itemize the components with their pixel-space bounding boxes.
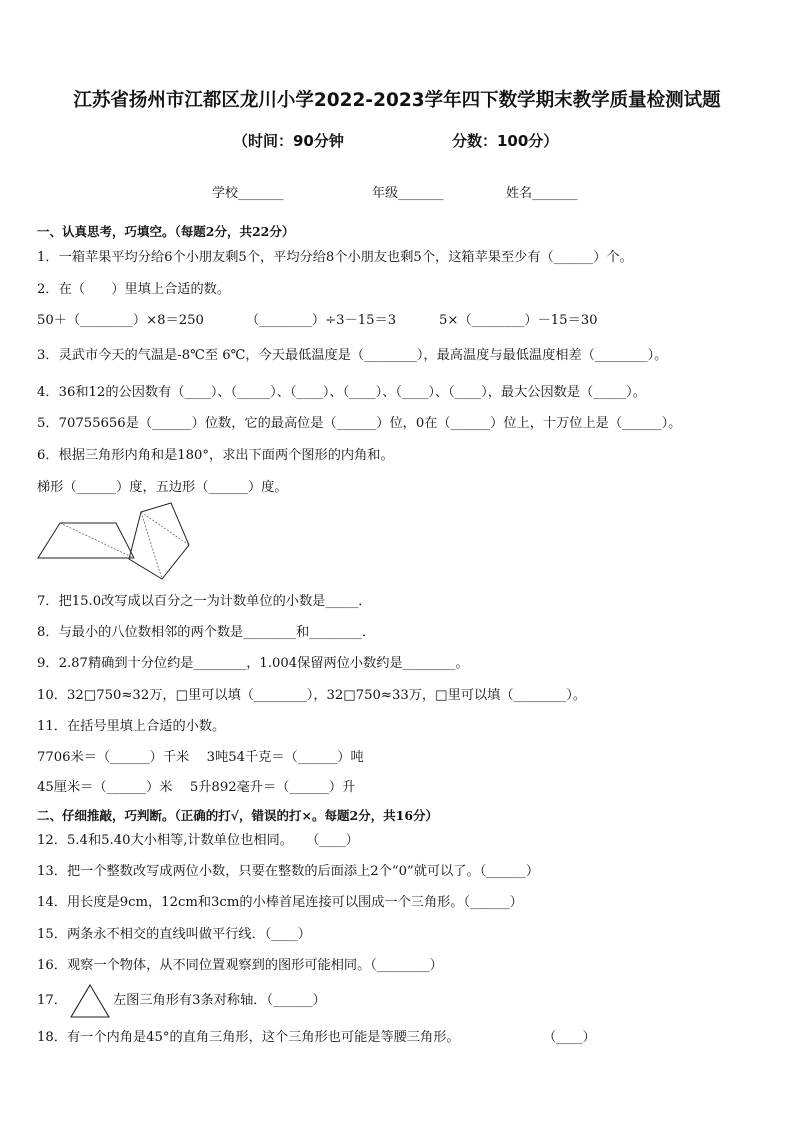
question-8: 8．与最小的八位数相邻的两个数是________和________． — [37, 625, 376, 640]
exam-score: 分数：100分） — [452, 132, 559, 150]
question-4: 4．36和12的公因数有（____）、（_____）、（____）、（____）、（____）、（____），最大公因数是（_____）。 — [37, 385, 646, 400]
question-10: 10．32□750≈32万，□里可以填（________），32□750≈33万，□里可以填（________）。 — [37, 688, 587, 703]
question-3: 3．灵武市今天的气温是-8℃至 6℃，今天最低温度是（________），最高温度与最低温度相差（________）。 — [37, 348, 668, 363]
question-17-number: 17． — [37, 993, 67, 1008]
question-2-part-c: 5×（________）－15＝30 — [439, 313, 598, 328]
grade-field[interactable]: 年级_______ — [372, 186, 444, 201]
question-17: 左图三角形有3条对称轴．（______） — [113, 993, 326, 1008]
question-2-part-a: 50＋（________）×8＝250 — [37, 313, 204, 328]
exam-time: （时间：90分钟 — [233, 132, 344, 150]
question-11-row-2: 45厘米＝（______）米 5升892毫升＝（______）升 — [37, 780, 356, 795]
question-1: 1．一箱苹果平均分给6个小朋友剩5个，平均分给8个小朋友也剩5个，这箱苹果至少有（______）个。 — [37, 250, 633, 265]
question-2: 2．在（ ）里填上合适的数。 — [37, 282, 231, 297]
section-2-heading: 二、仔细推敲，巧判断。（正确的打√，错误的打×。每题2分，共16分） — [37, 808, 439, 823]
question-16: 16．观察一个物体，从不同位置观察到的图形可能相同。（________） — [37, 958, 443, 973]
page-title: 江苏省扬州市江都区龙川小学2022-2023学年四下数学期末教学质量检测试题 — [73, 90, 721, 111]
question-7: 7．把15.0改写成以百分之一为计数单位的小数是_____． — [37, 594, 372, 609]
triangle-figure — [69, 983, 111, 1019]
name-field[interactable]: 姓名_______ — [506, 186, 578, 201]
trapezoid-figure — [36, 520, 136, 570]
question-18: 18．有一个内角是45°的直角三角形，这个三角形也可能是等腰三角形。 — [37, 1030, 460, 1045]
question-15: 15．两条永不相交的直线叫做平行线．（____） — [37, 927, 311, 942]
question-6-answer-line: 梯形（______）度，五边形（______）度。 — [37, 480, 288, 495]
pentagon-figure — [125, 501, 191, 581]
question-5: 5．70755656是（______）位数，它的最高位是（______）位，0在（______）位上，十万位上是（______）。 — [37, 416, 682, 431]
question-2-part-b: （________）÷3－15＝3 — [246, 313, 397, 328]
question-11-row-1: 7706米＝（______）千米 3吨54千克＝（______）吨 — [37, 750, 364, 765]
question-6: 6．根据三角形内角和是180°，求出下面两个图形的内角和。 — [37, 448, 394, 463]
school-field[interactable]: 学校_______ — [212, 186, 284, 201]
question-9: 9．2.87精确到十分位约是________，1.004保留两位小数约是________。 — [37, 656, 469, 671]
question-18-blank: （____） — [543, 1030, 596, 1045]
question-11: 11．在括号里填上合适的小数。 — [37, 719, 226, 734]
question-14: 14．用长度是9cm，12cm和3cm的小棒首尾连接可以围成一个三角形。（______） — [37, 895, 523, 910]
question-13: 13．把一个整数改写成两位小数，只要在整数的后面添上2个“0”就可以了。（______） — [37, 864, 540, 879]
question-12: 12．5.4和5.40大小相等,计数单位也相同。 （____） — [37, 833, 359, 848]
section-1-heading: 一、认真思考，巧填空。（每题2分，共22分） — [37, 224, 295, 239]
